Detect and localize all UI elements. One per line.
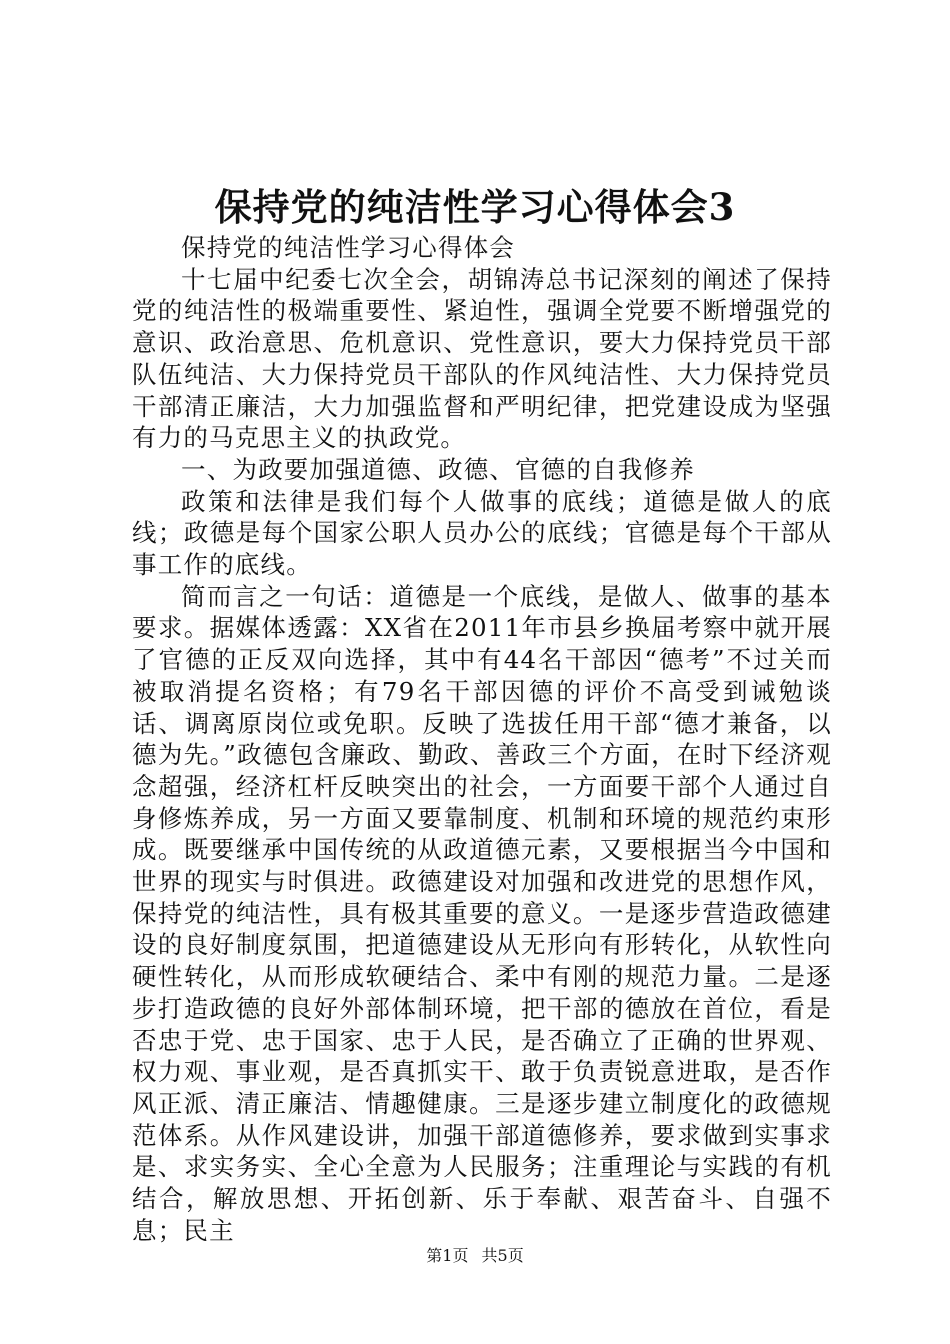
document-title: 保持党的纯洁性学习心得体会3 bbox=[214, 185, 736, 229]
paragraph-subtitle: 保持党的纯洁性学习心得体会 bbox=[181, 233, 516, 262]
page-total: 共5页 bbox=[481, 1246, 524, 1265]
paragraph-baseline: 政策和法律是我们每个人做事的底线；道德是做人的底线；政德是每个国家公职人员办公的底线；官德是每个干部从事工作的底线。 bbox=[132, 486, 832, 580]
paragraph-main: 简而言之一句话：道德是一个底线，是做人、做事的基本要求。据媒体透露：XX省在2011年市县乡换届考察中就开展了官德的正反双向选择，其中有44名干部因“德考”不过关而被取消提名资格；有79名干部因德的评价不高受到诫勉谈话、调离原岗位或免职。反映了选拔任用干部“德才兼备，以德为先。”政德包含廉政、勤政、善政三个方面，在时下经济观念超强，经济杠杆反映突出的社会，一方面要干部个人通过自身修炼养成，另一方面又要靠制度、机制和环境的规范约束形成。既要继承中国传统的从政道德元素，又要根据当今中国和世界的现实与时俱进。政德建设对加强和改进党的思想作风，保持党的纯洁性，具有极其重要的意义。一是逐步营造政德建设的良好制度氛围，把道德建设从无形向有形转化，从软性向硬性转化，从而形成软硬结合、柔中有刚的规范力量。二是逐步打造政德的良好外部体制环境，把干部的德放在首位，看是否忠于党、忠于国家、忠于人民，是否确立了正确的世界观、权力观、事业观，是否真抓实干、敢于负责锐意进取，是否作风正派、清正廉洁、情趣健康。三是逐步建立制度化的政德规范体系。从作风建设讲，加强干部道德修养，要求做到实事求是、求实务实、全心全意为人民服务；注重理论与实践的有机结合，解放思想、开拓创新、乐于奉献、艰苦奋斗、自强不息；民主 bbox=[132, 581, 832, 1245]
section-heading-1: 一、为政要加强道德、政德、官德的自我修养 bbox=[181, 454, 695, 484]
paragraph-intro: 十七届中纪委七次全会，胡锦涛总书记深刻的阐述了保持党的纯洁性的极端重要性、紧迫性，强调全党要不断增强党的意识、政治意思、危机意识、党性意识，要大力保持党员干部队伍纯洁、大力保持党员干部队的作风纯洁性、大力保持党员干部清正廉洁，大力加强监督和严明纪律，把党建设成为坚强有力的马克思主义的执政党。 bbox=[132, 264, 832, 453]
document-body bbox=[132, 232, 832, 1247]
page-footer bbox=[0, 1245, 950, 1267]
page-number: 第1页 bbox=[426, 1246, 469, 1265]
